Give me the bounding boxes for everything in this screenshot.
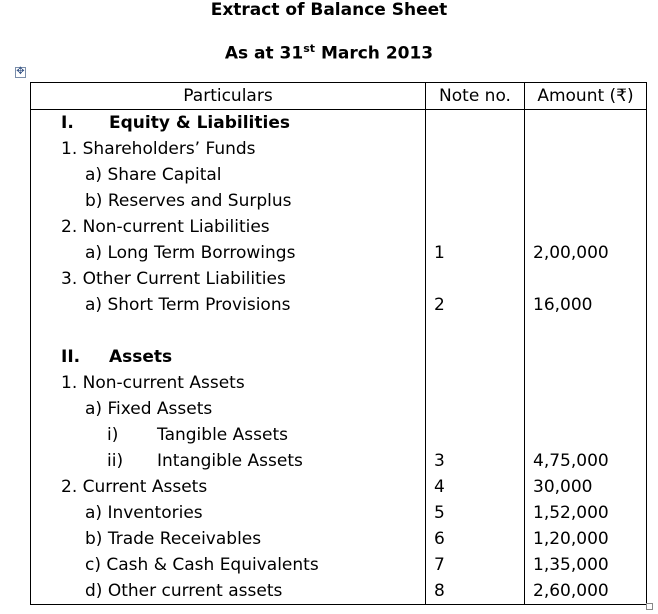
table-row (31, 474, 647, 500)
column-header-amount: Amount (₹) (525, 83, 647, 110)
amount-cell: 1,35,000 (525, 552, 647, 578)
date-prefix: As at 31 (224, 43, 304, 64)
table-row (31, 214, 647, 240)
note-cell (426, 136, 525, 162)
document-title: Extract of Balance Sheet (210, 0, 448, 20)
column-header-particulars: Particulars (31, 83, 426, 110)
table-row (31, 526, 647, 552)
balance-sheet-table (30, 82, 647, 605)
table-header-row (31, 83, 647, 110)
particulars-cell: a) Short Term Provisions (31, 292, 426, 318)
table-row (31, 422, 647, 448)
note-cell (426, 396, 525, 422)
note-cell: 5 (426, 500, 525, 526)
particulars-cell: a) Long Term Borrowings (31, 240, 426, 266)
note-cell (426, 422, 525, 448)
particulars-cell: 1. Shareholders’ Funds (31, 136, 426, 162)
particulars-cell: 2. Non-current Liabilities (31, 214, 426, 240)
amount-cell (525, 110, 647, 137)
sub-item-label: Tangible Assets (157, 425, 288, 445)
blank-cell (31, 318, 426, 344)
amount-cell (525, 344, 647, 370)
note-cell (426, 344, 525, 370)
table-move-handle-icon[interactable]: ✥ (16, 66, 25, 77)
table-resize-handle[interactable] (646, 603, 653, 610)
table-row (31, 188, 647, 214)
sub-item-label: Intangible Assets (157, 451, 303, 471)
note-cell: 2 (426, 292, 525, 318)
section-label: Assets (109, 347, 173, 367)
table-row (31, 292, 647, 318)
date-superscript: st (303, 42, 316, 55)
amount-cell (525, 396, 647, 422)
amount-cell (525, 370, 647, 396)
section-heading (31, 344, 426, 370)
table-row (31, 396, 647, 422)
note-cell: 1 (426, 240, 525, 266)
table-row (31, 448, 647, 474)
section-number: I. (61, 113, 74, 133)
amount-cell (525, 214, 647, 240)
note-cell: 8 (426, 578, 525, 605)
particulars-cell: a) Share Capital (31, 162, 426, 188)
note-cell: 6 (426, 526, 525, 552)
table-row (31, 500, 647, 526)
amount-cell: 4,75,000 (525, 448, 647, 474)
amount-cell (525, 188, 647, 214)
date-suffix: March 2013 (315, 43, 434, 64)
particulars-cell: a) Fixed Assets (31, 396, 426, 422)
section-label: Equity & Liabilities (109, 113, 290, 133)
amount-cell: 2,00,000 (525, 240, 647, 266)
document-date (0, 42, 658, 64)
particulars-cell: d) Other current assets (31, 578, 426, 605)
section-heading (31, 110, 426, 137)
amount-cell: 16,000 (525, 292, 647, 318)
particulars-cell (31, 448, 426, 474)
table-row (31, 266, 647, 292)
blank-cell (525, 318, 647, 344)
particulars-cell: 1. Non-current Assets (31, 370, 426, 396)
table-row (31, 344, 647, 370)
particulars-cell: 3. Other Current Liabilities (31, 266, 426, 292)
column-header-note: Note no. (426, 83, 525, 110)
table-row (31, 552, 647, 578)
sub-item-number: i) (107, 425, 119, 445)
amount-cell: 1,20,000 (525, 526, 647, 552)
note-cell: 4 (426, 474, 525, 500)
particulars-cell (31, 422, 426, 448)
table-row (31, 162, 647, 188)
note-cell (426, 370, 525, 396)
particulars-cell: b) Trade Receivables (31, 526, 426, 552)
amount-cell (525, 266, 647, 292)
note-cell (426, 162, 525, 188)
amount-cell (525, 422, 647, 448)
table-row-blank (31, 318, 647, 344)
particulars-cell: b) Reserves and Surplus (31, 188, 426, 214)
note-cell: 7 (426, 552, 525, 578)
section-number: II. (61, 347, 81, 367)
sub-item-number: ii) (107, 451, 124, 471)
note-cell: 3 (426, 448, 525, 474)
particulars-cell: 2. Current Assets (31, 474, 426, 500)
table-row (31, 240, 647, 266)
blank-cell (426, 318, 525, 344)
note-cell (426, 188, 525, 214)
note-cell (426, 110, 525, 137)
amount-cell: 30,000 (525, 474, 647, 500)
amount-cell (525, 136, 647, 162)
table-row (31, 370, 647, 396)
table-row (31, 578, 647, 605)
particulars-cell: a) Inventories (31, 500, 426, 526)
amount-cell: 2,60,000 (525, 578, 647, 605)
note-cell (426, 266, 525, 292)
note-cell (426, 214, 525, 240)
table-row (31, 136, 647, 162)
table-row (31, 110, 647, 137)
particulars-cell: c) Cash & Cash Equivalents (31, 552, 426, 578)
amount-cell: 1,52,000 (525, 500, 647, 526)
amount-cell (525, 162, 647, 188)
